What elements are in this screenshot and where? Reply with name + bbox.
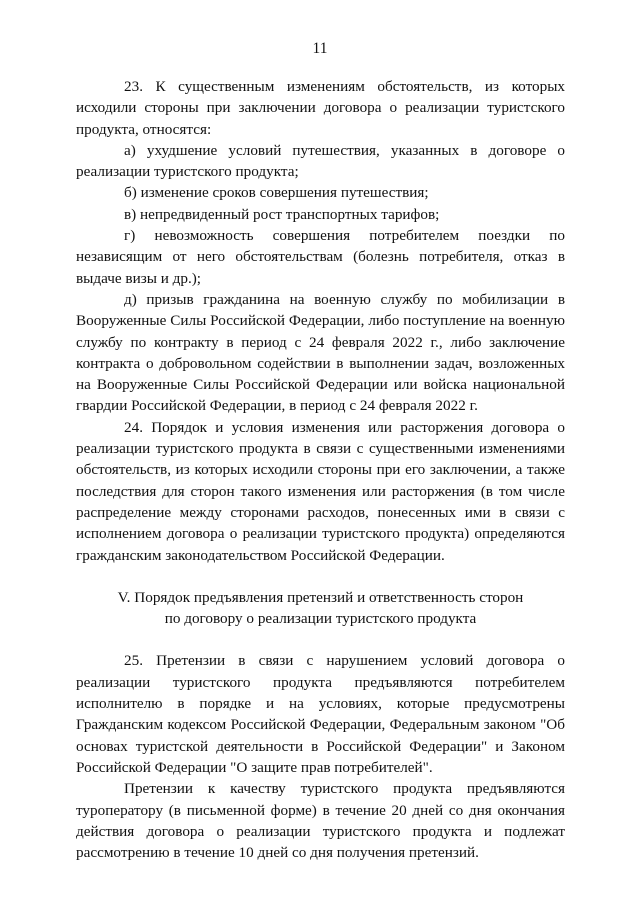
clause-23-item-e: д) призыв гражданина на военную службу по мобилизации в Вооруженные Силы Российской Федерации, либо поступление на военную службу по контракту в период с 24 февраля 2022 г., либо заключение контракта о добровольном содействии в выполнении задач, возложенных на Вооруженные Силы Российской Федерации или войска национальной гвардии Российской Федерации, в период с 24 февраля 2022 г. xyxy=(76,290,565,415)
clause-24: 24. Порядок и условия изменения или расторжения договора о реализации туристского продукта в связи с существенными изменениями обстоятельств, из которых исходили стороны при его заключении, а также последствия для сторон такого изменения или расторжения (в том числе распределение между сторонами расходов, понесенных ими в связи с исполнением договора о реализации туристского продукта) определяются гражданским законодательством Российской Федерации. xyxy=(76,418,565,564)
clause-23-item-a: а) ухудшение условий путешествия, указанных в договоре о реализации туристского продукта; xyxy=(76,141,565,181)
clause-25: 25. Претензии в связи с нарушением условий договора о реализации туристского продукта предъявляются потребителем исполнителю в порядке и на условиях, которые предусмотрены Гражданским кодексом Российской Федерации, Федеральным законом "Об основах туристской деятельности в Российской Федерации" и Законом Российской Федерации "О защите прав потребителей". xyxy=(76,652,565,776)
section-heading-line-1: V. Порядок предъявления претензий и ответственность сторон xyxy=(117,588,524,606)
clause-23-item-c: в) непредвиденный рост транспортных тарифов; xyxy=(124,205,440,223)
section-heading-line-2: по договору о реализации туристского продукта xyxy=(164,610,477,628)
section-heading xyxy=(76,587,565,630)
clause-23-item-d: г) невозможность совершения потребителем поездки по независящим от него обстоятельствам (болезнь потребителя, отказ в выдаче визы и др.); xyxy=(76,227,565,287)
clause-23: 23. К существенным изменениям обстоятельств, из которых исходили стороны при заключении договора о реализации туристского продукта, относятся: xyxy=(76,78,565,138)
clause-25-claims: Претензии к качеству туристского продукта предъявляются туроператору (в письменной форме) в течение 20 дней со дня окончания действия договора о реализации туристского продукта и подлежат рассмотрению в течение 10 дней со дня получения претензий. xyxy=(76,780,565,862)
page-number: 11 xyxy=(312,40,328,57)
clause-23-item-b: б) изменение сроков совершения путешествия; xyxy=(124,184,429,202)
document-body xyxy=(76,76,565,863)
